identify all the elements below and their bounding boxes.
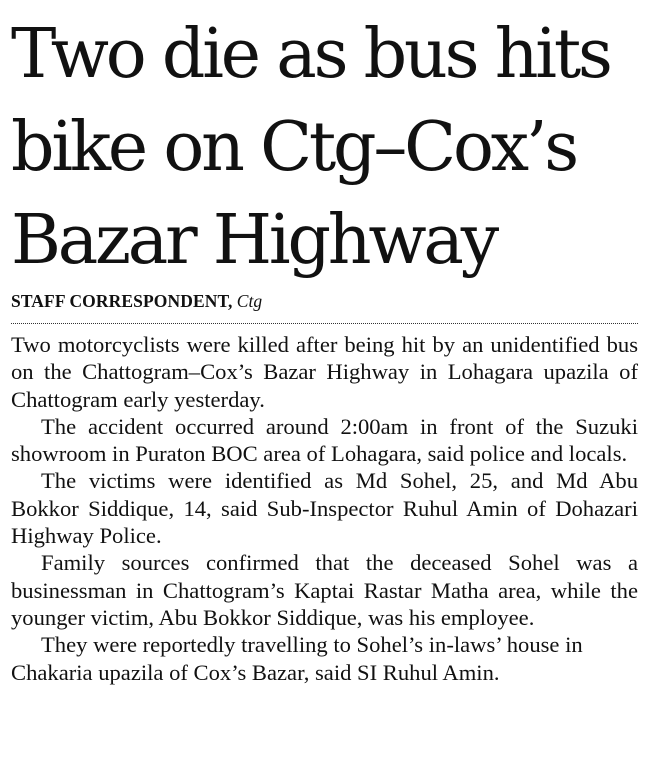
- paragraph-5: They were reportedly travelling to Sohel’s in-laws’ house in Chakaria upazila of Cox’s Bazar, said SI Ruhul Amin.: [11, 632, 583, 685]
- paragraph-2: The accident occurred around 2:00am in front of the Suzuki showroom in Puraton BOC area of Lohagara, said police and locals.: [11, 413, 638, 467]
- article-body: [11, 331, 638, 686]
- byline-author: STAFF CORRESPONDENT,: [11, 291, 233, 311]
- dotted-divider: [11, 323, 638, 324]
- headline: Two die as bus hits bike on Ctg–Cox’s Bazar Highway: [11, 15, 610, 280]
- byline-location: Ctg: [236, 291, 263, 311]
- byline: [11, 290, 638, 312]
- paragraph-1: Two motorcyclists were killed after being hit by an unidentified bus on the Chattogram–Cox’s Bazar Highway in Lohagara upazila of Chattogram early yesterday.: [11, 332, 638, 412]
- paragraph-4: Family sources confirmed that the deceased Sohel was a businessman in Chattogram’s Kaptai Rastar Matha area, while the younger victim, Abu Bokkor Siddique, was his employee.: [11, 550, 638, 630]
- news-article: [11, 8, 638, 686]
- paragraph-3: The victims were identified as Md Sohel, 25, and Md Abu Bokkor Siddique, 14, said Sub-Inspector Ruhul Amin of Dohazari Highway Police.: [11, 468, 638, 549]
